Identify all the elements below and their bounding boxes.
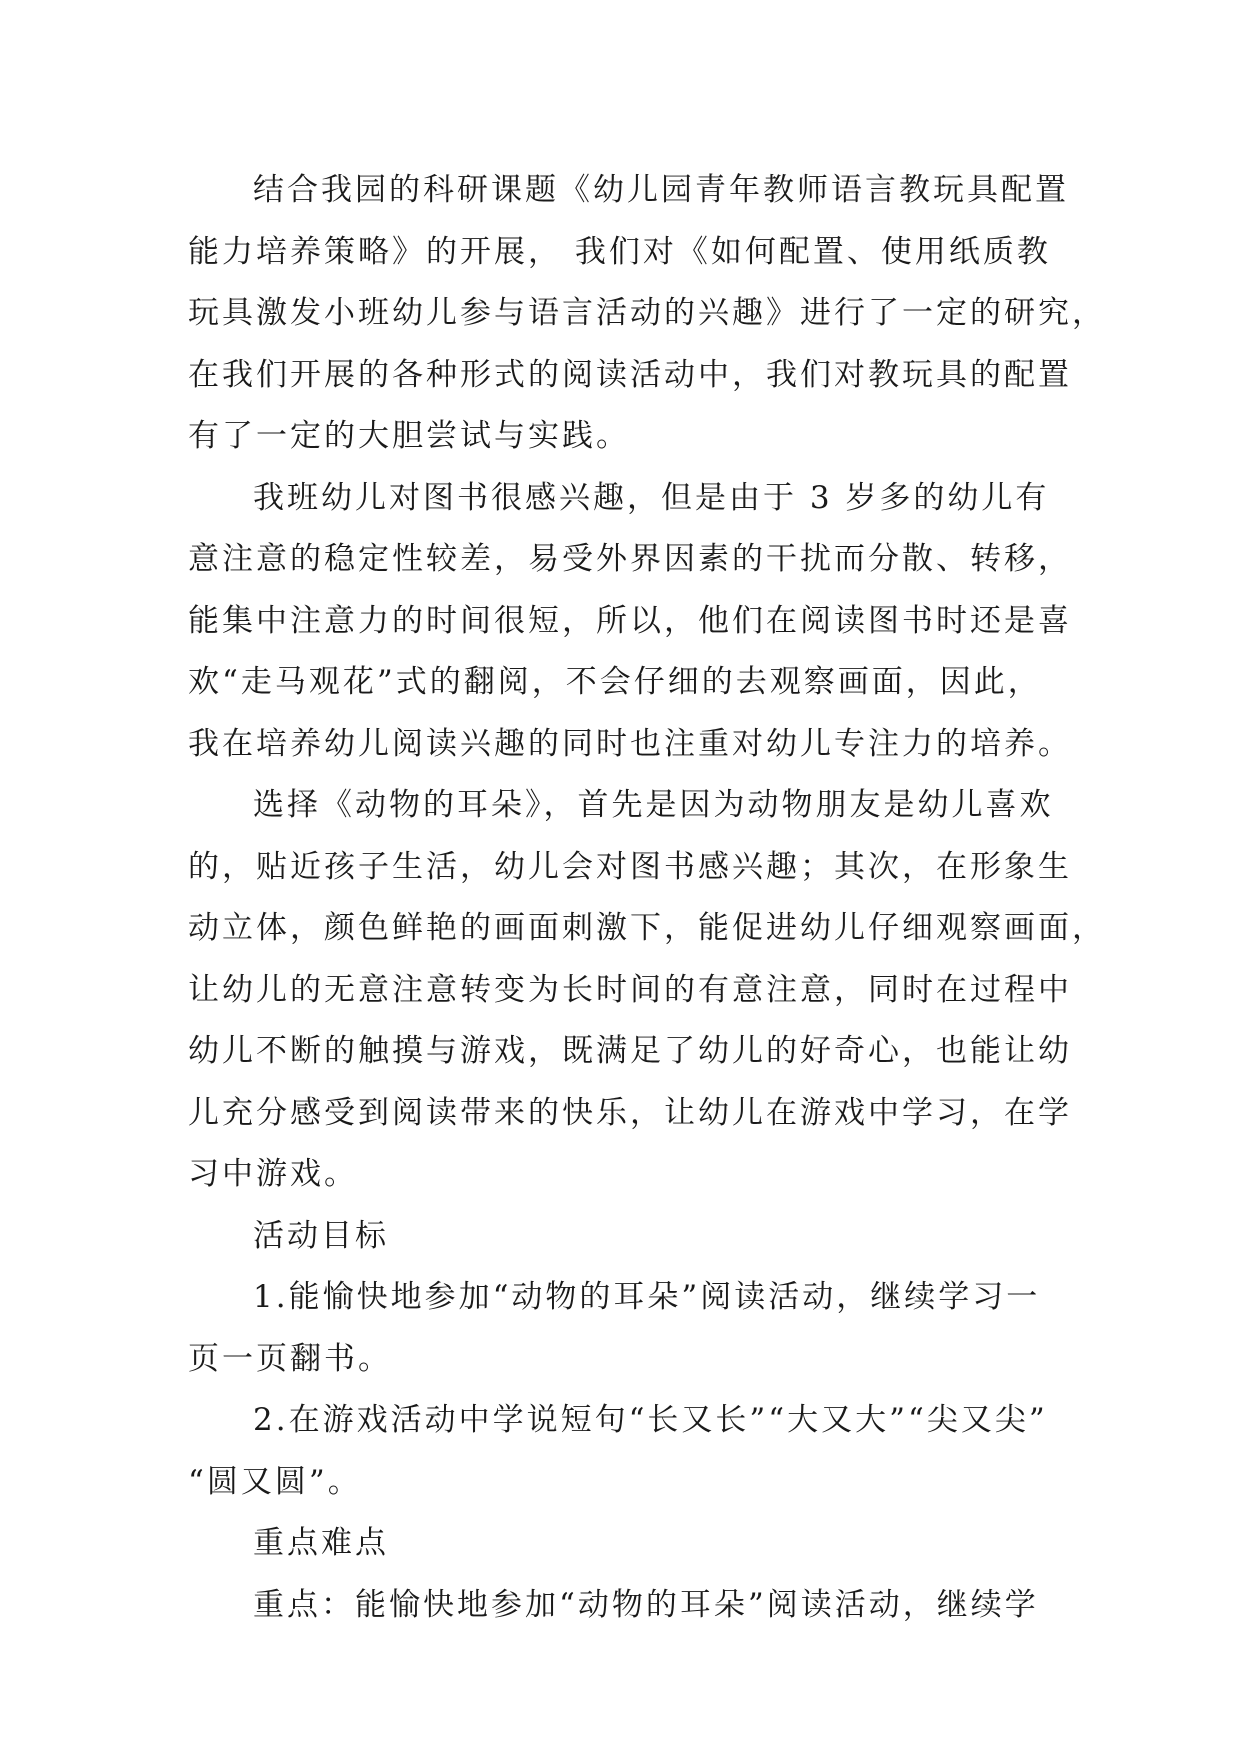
text-line: 我在培养幼儿阅读兴趣的同时也注重对幼儿专注力的培养。 [188,725,1072,762]
text-line: 1.能愉快地参加“动物的耳朵”阅读活动，继续学习一 [253,1279,1041,1315]
text-line: 结合我园的科研课题《幼儿园青年教师语言教玩具配置 [253,172,1069,208]
text-line: 幼儿不断的触摸与游戏，既满足了幼儿的好奇心，也能让幼 [188,1033,1072,1069]
text-line: 的，贴近孩子生活，幼儿会对图书感兴趣；其次，在形象生 [188,848,1072,885]
text-line: 欢“走马观花”式的翻阅，不会仔细的去观察画面，因此， [188,664,1042,700]
text-line: 页一页翻书。 [188,1340,392,1377]
text-line: 让幼儿的无意注意转变为长时间的有意注意，同时在过程中 [188,971,1072,1008]
text-line: 习中游戏。 [188,1156,358,1192]
text-line: 选择《动物的耳朵》，首先是因为动物朋友是幼儿喜欢 [253,787,1054,823]
text-line: “圆又圆”。 [188,1463,362,1500]
text-line: 意注意的稳定性较差，易受外界因素的干扰而分散、转移， [188,541,1072,577]
text-line: 动立体，颜色鲜艳的画面刺激下，能促进幼儿仔细观察画面， [188,910,1106,946]
text-line: 能集中注意力的时间很短，所以，他们在阅读图书时还是喜 [188,602,1072,639]
text-line: 儿充分感受到阅读带来的快乐，让幼儿在游戏中学习，在学 [188,1094,1072,1131]
text-line: 2.在游戏活动中学说短句“长又长”“大又大”“尖又尖” [253,1402,1048,1438]
text-line: 我班幼儿对图书很感兴趣，但是由于 3 岁多的幼儿有 [253,479,1050,516]
text-line: 能力培养策略》的开展， 我们对《如何配置、使用纸质教 [188,233,1051,270]
text-line: 重点：能愉快地参加“动物的耳朵”阅读活动，继续学 [253,1586,1039,1623]
text-line: 活动目标 [253,1217,389,1254]
document-body [188,160,1106,1636]
text-line: 玩具激发小班幼儿参与语言活动的兴趣》进行了一定的研究， [188,295,1106,331]
text-line: 在我们开展的各种形式的阅读活动中，我们对教玩具的配置 [188,356,1072,393]
text-line: 重点难点 [253,1525,389,1561]
text-line: 有了一定的大胆尝试与实践。 [188,418,630,454]
